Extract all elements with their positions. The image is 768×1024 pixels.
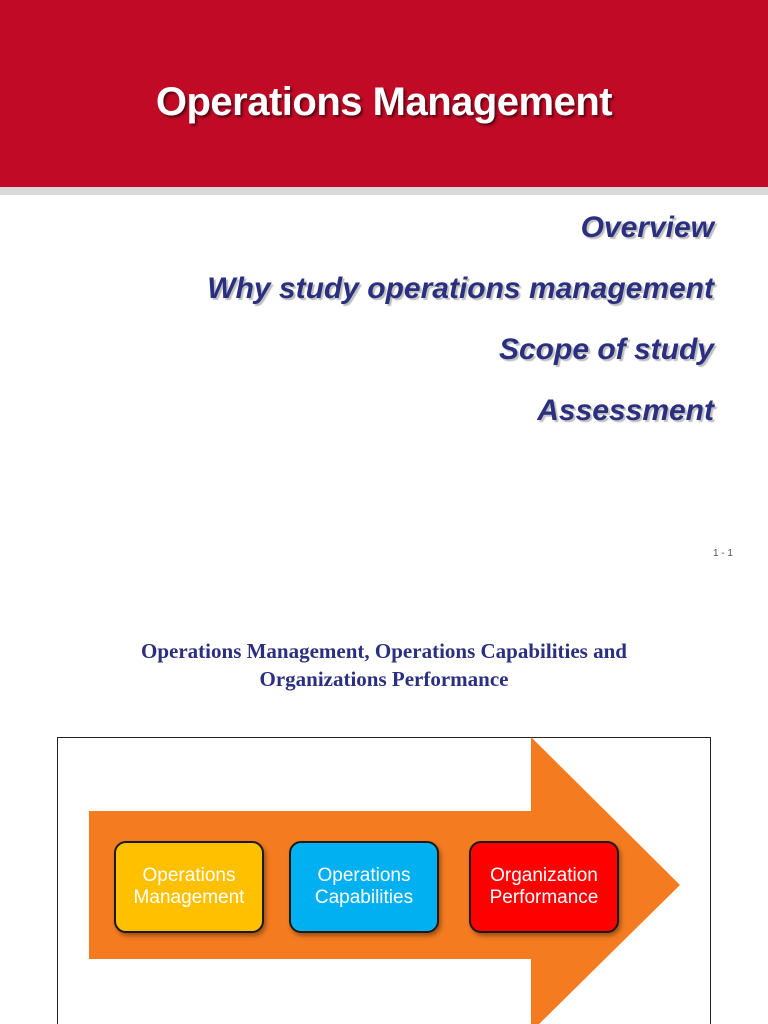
box-operations-management-line2: Management [133,887,245,908]
slide-number: 1 - 1 [712,548,733,559]
agenda-item-assessment: Assessment [537,394,714,427]
agenda-item-overview: Overview [580,211,714,244]
heading-line-1: Operations Management, Operations Capabilities and [141,639,627,663]
slide-title: Operations Management [155,80,613,124]
agenda-item-scope: Scope of study [498,333,714,366]
box-operations-capabilities-line1: Operations [317,865,411,886]
agenda-item-why-study: Why study operations management [207,272,714,305]
box-organization-performance-line2: Performance [489,887,599,908]
box-operations-capabilities [289,841,439,933]
box-organization-performance [469,841,619,933]
heading-line-2: Organizations Performance [259,667,509,691]
box-organization-performance-line1: Organization [490,865,598,886]
box-operations-capabilities-line2: Capabilities [314,887,414,908]
box-operations-management [114,841,264,933]
box-operations-management-line1: Operations [142,865,236,886]
